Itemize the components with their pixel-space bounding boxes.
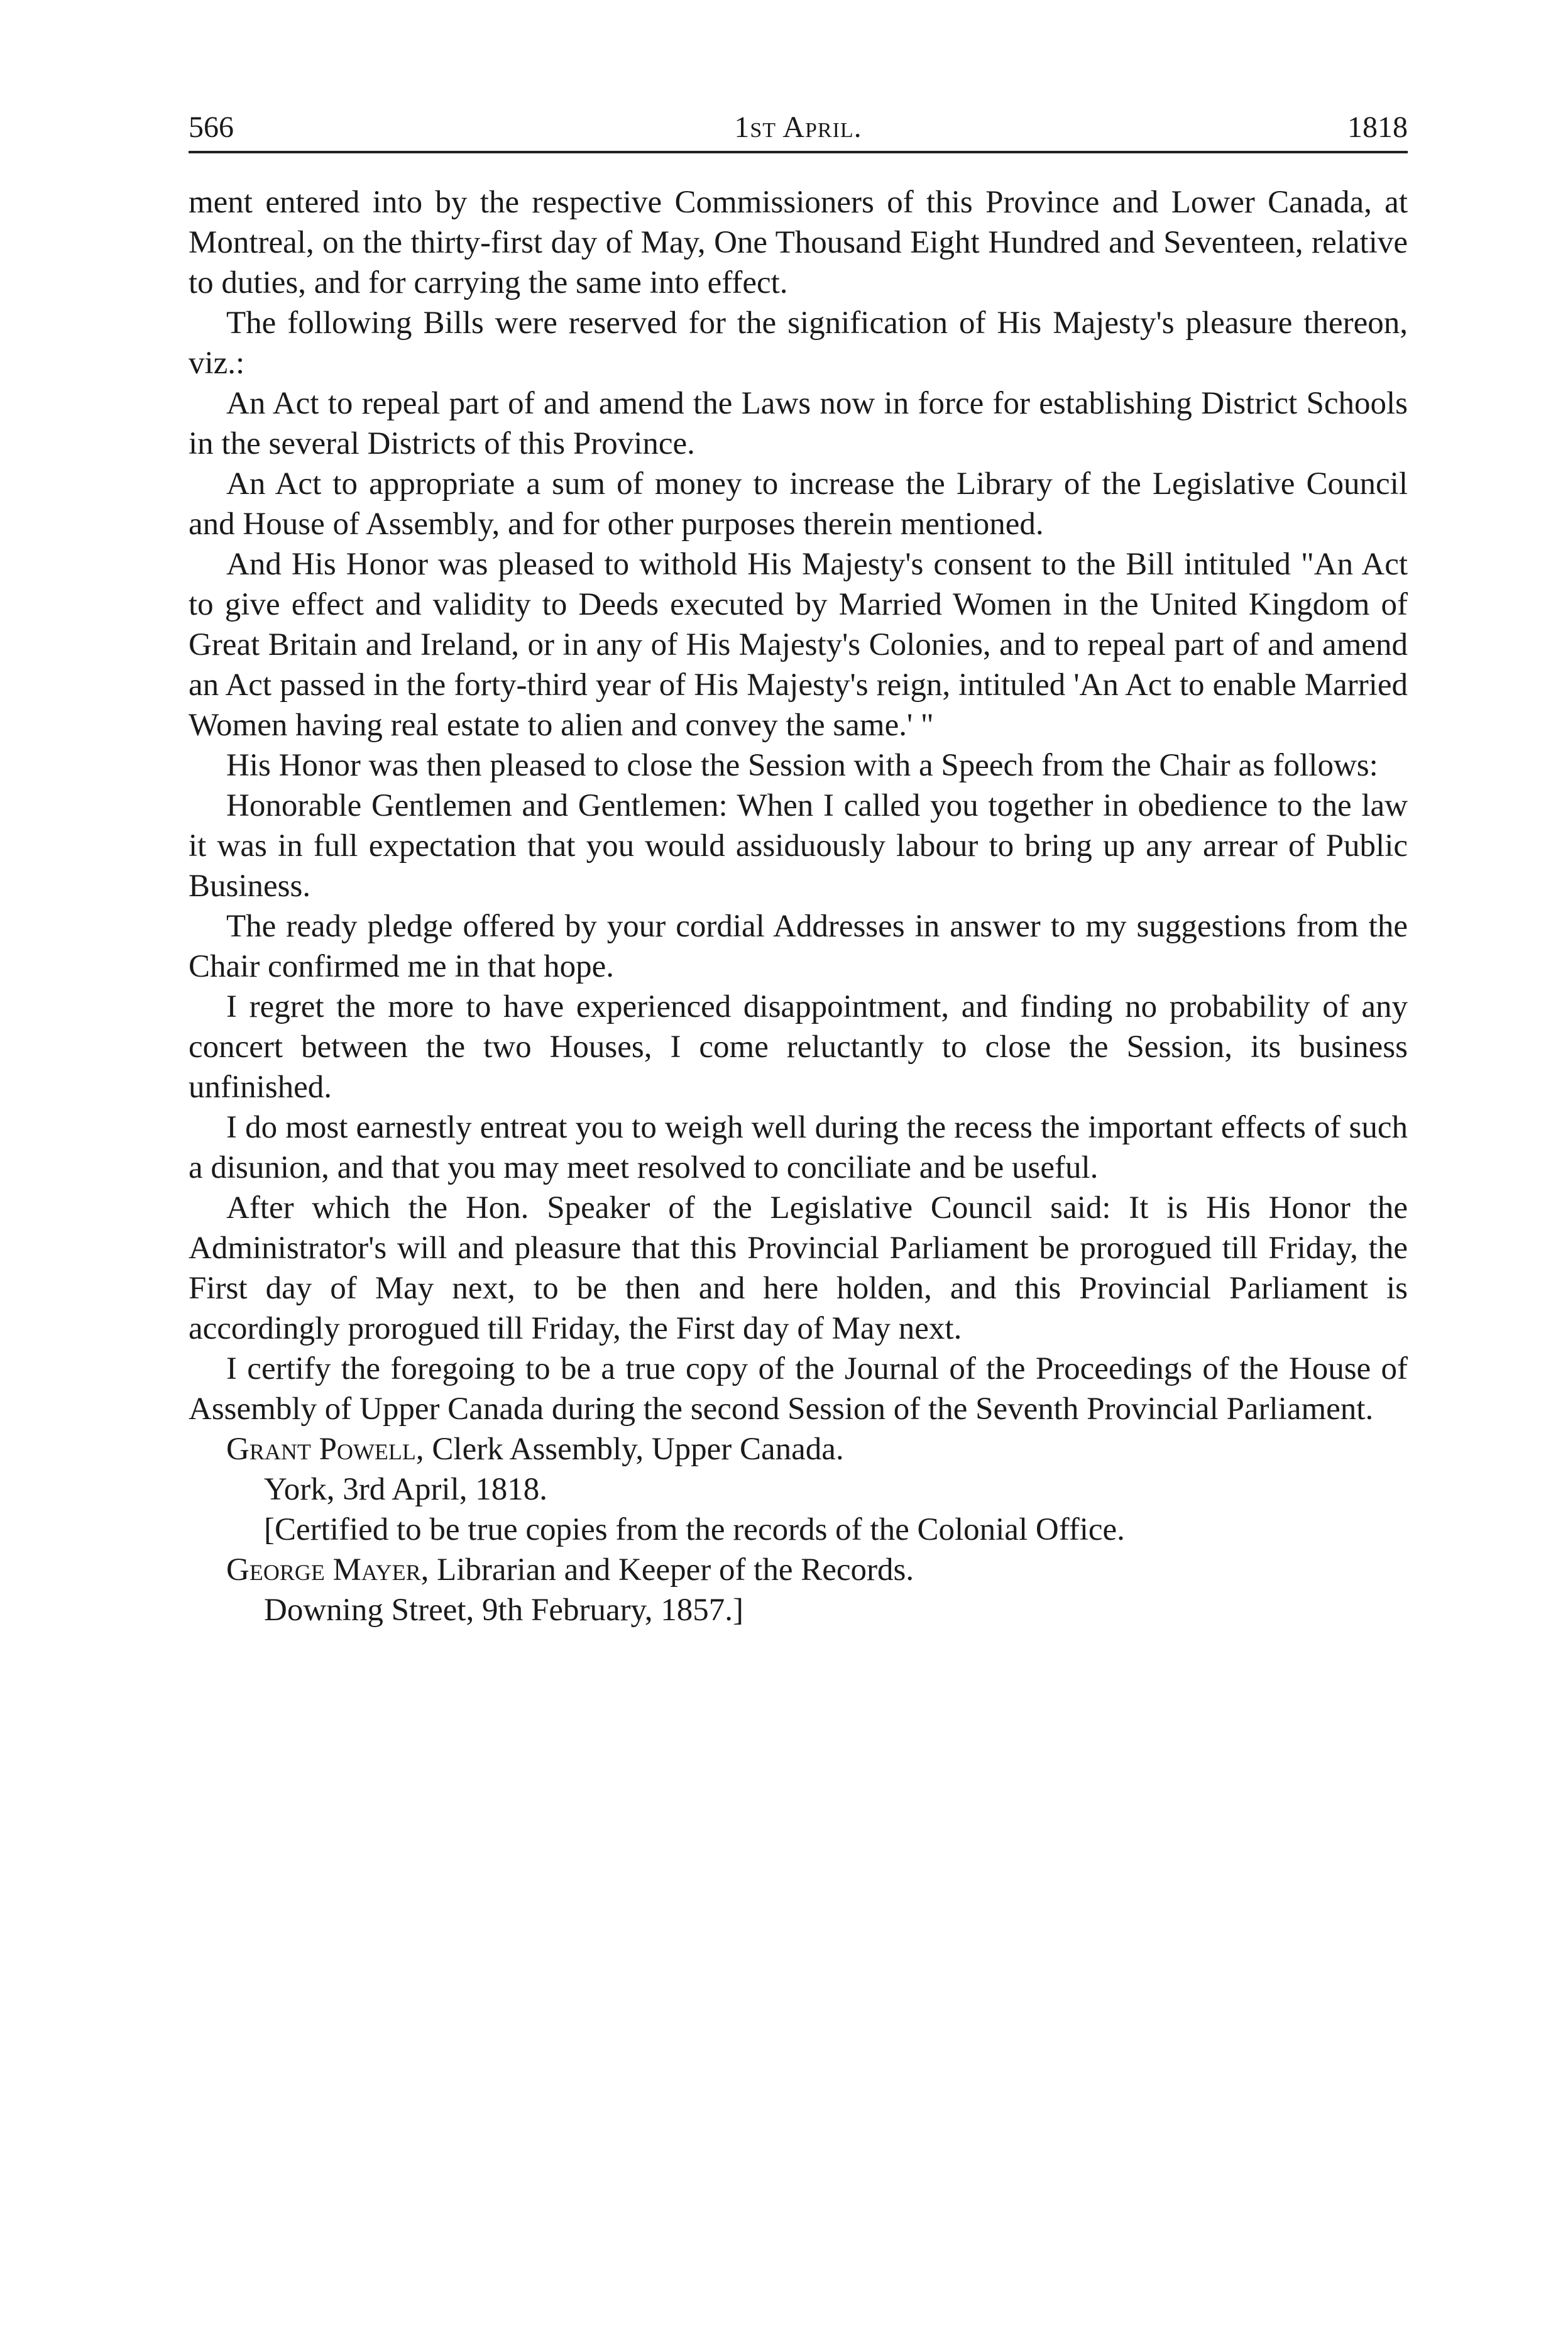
signatory-title: Librarian and Keeper of the Records. [429, 1552, 914, 1588]
signatory-name: Grant Powell, [226, 1432, 424, 1467]
body-text [189, 182, 1408, 1630]
paragraph: And His Honor was pleased to withold His Majesty's consent to the Bill intituled "An Act to give effect and validity to Deeds executed by Married Women in the United Kingdom of Great Britain and Ireland, or in any of His Majesty's Colonies, and to repeal part of and amend an Act passed in the forty-third year of His Majesty's reign, intituled 'An Act to enable Married Women having real estate to alien and convey the same.' " [189, 547, 1408, 743]
header-rule [189, 151, 1408, 153]
clerk-signature [189, 1429, 1408, 1469]
certification-note: [Certified to be true copies from the records of the Colonial Office. [264, 1512, 1125, 1547]
header-year: 1818 [1347, 111, 1408, 144]
paragraph: ment entered into by the respective Commissioners of this Province and Lower Canada, at Montreal, on the thirty-first day of May, One Thousand Eight Hundred and Seventeen, relative to duties, and for carrying the same into effect. [189, 185, 1408, 300]
paragraph: I do most earnestly entreat you to weigh well during the recess the important effects of such a disunion, and that you may meet resolved to conciliate and be useful. [189, 1110, 1408, 1185]
paragraph: An Act to repeal part of and amend the Laws now in force for establishing District Schools in the several Districts of this Province. [189, 386, 1408, 461]
paragraph: I certify the foregoing to be a true copy of the Journal of the Proceedings of the House of Assembly of Upper Canada during the second Session of the Seventh Provincial Parliament. [189, 1351, 1408, 1427]
header-title: 1st April. [734, 111, 862, 144]
librarian-signature [189, 1550, 1408, 1590]
page-number: 566 [189, 111, 234, 144]
signatory-name: George Mayer, [226, 1552, 429, 1588]
paragraph: The following Bills were reserved for the signification of His Majesty's pleasure thereon, viz.: [189, 305, 1408, 381]
running-header [189, 106, 1408, 150]
signatory-title: Clerk Assembly, Upper Canada. [424, 1432, 844, 1467]
place-date: York, 3rd April, 1818. [264, 1472, 548, 1507]
paragraph: I regret the more to have experienced disappointment, and finding no probability of any concert between the two Houses, I come reluctantly to close the Session, its business unfinished. [189, 989, 1408, 1105]
paragraph: An Act to appropriate a sum of money to increase the Library of the Legislative Council and House of Assembly, and for other purposes therein mentioned. [189, 466, 1408, 542]
paragraph: Honorable Gentlemen and Gentlemen: When I called you together in obedience to the law it was in full expectation that you would assiduously labour to bring up any arrear of Public Business. [189, 788, 1408, 904]
place-date: Downing Street, 9th February, 1857.] [264, 1593, 743, 1628]
paragraph: His Honor was then pleased to close the Session with a Speech from the Chair as follows: [226, 748, 1378, 783]
paragraph: After which the Hon. Speaker of the Legislative Council said: It is His Honor the Administrator's will and pleasure that this Provincial Parliament be prorogued till Friday, the First day of May next, to be then and here holden, and this Provincial Parliament is accordingly prorogued till Friday, the First day of May next. [189, 1190, 1408, 1346]
paragraph: The ready pledge offered by your cordial Addresses in answer to my suggestions from the Chair confirmed me in that hope. [189, 909, 1408, 984]
